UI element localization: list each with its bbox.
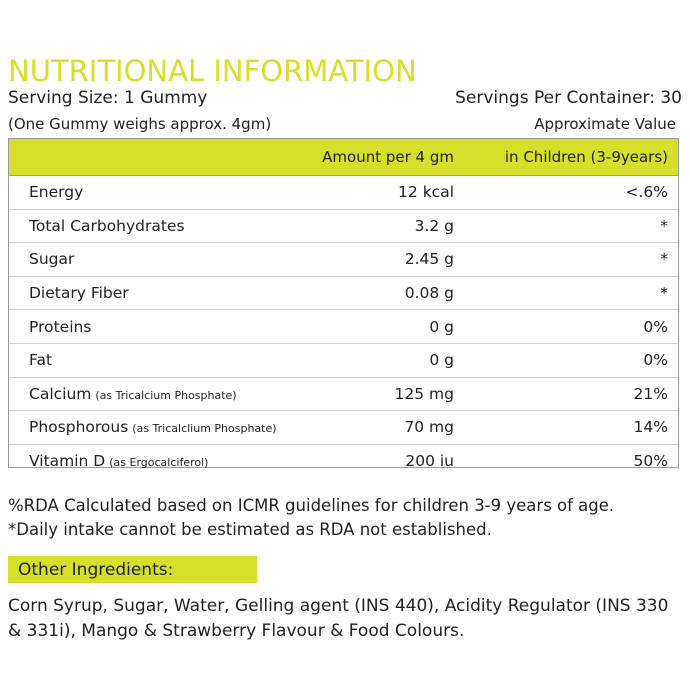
nutrient-source-note: (as Ergocalciferol): [109, 456, 209, 470]
table-body: [9, 176, 678, 477]
gummy-weight-note: (One Gummy weighs approx. 4gm): [8, 115, 272, 133]
nutrient-rda-percent: 50%: [633, 452, 668, 471]
nutrient-label: Phosphorous: [29, 418, 129, 437]
nutrient-rda-percent: <.6%: [625, 183, 668, 202]
nutrient-amount: 12 kcal: [398, 183, 454, 202]
nutrition-table: [8, 138, 679, 471]
table-row: [9, 210, 678, 244]
table-header: [9, 139, 678, 176]
nutrient-amount: 125 mg: [394, 384, 454, 403]
table-row: [9, 310, 678, 344]
nutrient-label: Energy: [29, 183, 84, 202]
nutrient-rda-percent: 14%: [633, 418, 668, 437]
nutrient-name: [9, 284, 296, 302]
nutrient-name: [9, 318, 296, 336]
header-children: in Children (3-9years): [504, 148, 668, 166]
table-row: [9, 411, 678, 445]
ingredients-text: Corn Syrup, Sugar, Water, Gelling agent (INS 440), Acidity Regulator (INS 330 & 331i), Mango & Strawberry Flavour & Food Colours.: [8, 596, 669, 641]
nutrient-label: Vitamin D: [29, 452, 106, 471]
nutrient-amount: 0 g: [429, 317, 454, 336]
nutrient-amount: 0.08 g: [404, 284, 454, 303]
serving-size: Serving Size: 1 Gummy: [8, 88, 208, 108]
servings-per-container: Servings Per Container: 30: [455, 88, 682, 108]
table-row: [9, 176, 678, 210]
rda-note: %RDA Calculated based on ICMR guidelines for children 3-9 years of age.: [8, 496, 615, 515]
nutrient-amount: 70 mg: [404, 418, 454, 437]
nutrient-source-note: (as Tricalcium Phosphate): [95, 388, 237, 402]
nutrient-name: [9, 351, 296, 369]
nutrient-rda-percent: 21%: [633, 384, 668, 403]
nutrient-rda-percent: *: [660, 250, 668, 269]
header-amount: Amount per 4 gm: [322, 148, 454, 166]
other-ingredients-label: Other Ingredients:: [8, 556, 257, 583]
nutrient-rda-percent: *: [660, 284, 668, 303]
nutrient-name: [9, 418, 296, 436]
nutrient-name: [9, 250, 296, 268]
approximate-value-label: Approximate Value: [534, 115, 676, 133]
nutrient-rda-percent: 0%: [643, 351, 668, 370]
nutrient-name: [9, 452, 296, 470]
table-row: [9, 378, 678, 412]
sub-info-row: [8, 115, 676, 133]
nutrient-label: Dietary Fiber: [29, 284, 129, 303]
nutrient-rda-percent: 0%: [643, 317, 668, 336]
nutrient-rda-percent: *: [660, 216, 668, 235]
table-row: [9, 344, 678, 378]
page-title: NUTRITIONAL INFORMATION: [8, 54, 417, 88]
nutrient-name: [9, 385, 296, 403]
table-row: [9, 277, 678, 311]
nutrient-label: Proteins: [29, 317, 92, 336]
nutrient-name: [9, 217, 296, 235]
nutrient-amount: 3.2 g: [414, 216, 454, 235]
daily-intake-note: *Daily intake cannot be estimated as RDA not established.: [8, 520, 492, 539]
nutrient-amount: 200 iu: [405, 452, 454, 471]
nutrient-name: [9, 183, 296, 201]
table-row: [9, 243, 678, 277]
serving-info-row: [8, 88, 682, 108]
nutrient-label: Total Carbohydrates: [29, 216, 185, 235]
nutrient-source-note: (as Tricalclium Phosphate): [132, 422, 277, 436]
nutrient-label: Fat: [29, 351, 53, 370]
nutrient-amount: 2.45 g: [404, 250, 454, 269]
nutrient-amount: 0 g: [429, 351, 454, 370]
nutrient-label: Sugar: [29, 250, 75, 269]
nutrient-label: Calcium: [29, 384, 92, 403]
table-row: [9, 445, 678, 478]
